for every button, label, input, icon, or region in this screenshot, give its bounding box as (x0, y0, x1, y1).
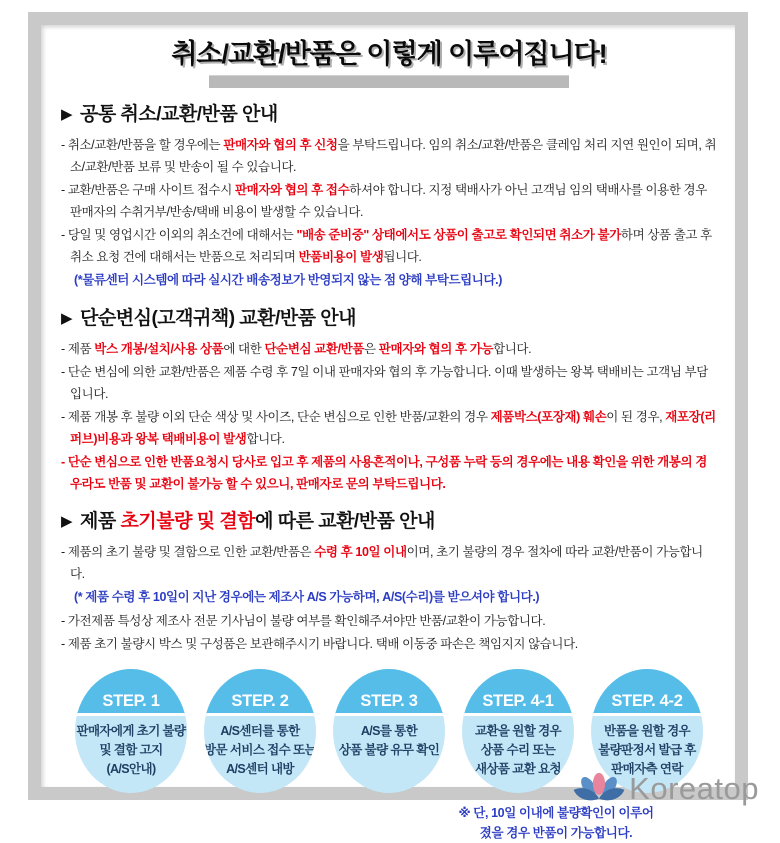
section-heading-text: 제품 초기불량 및 결함에 따른 교환/반품 안내 (80, 511, 435, 532)
step-description: A/S를 통한 상품 불량 유무 확인 (338, 723, 440, 757)
koreatop-logo (571, 771, 759, 807)
triangle-arrow-icon: ▶ (61, 106, 73, 123)
step-label: STEP. 4-1 (462, 669, 574, 716)
triangle-arrow-icon: ▶ (61, 309, 73, 327)
step-label: STEP. 3 (333, 669, 445, 716)
policy-paragraph: - 당일 및 영업시간 이외의 취소건에 대해서는 "배송 준비중" 상태에서도 상품이 출고로 확인되면 취소가 불가하며 상품 출고 후 취소 요청 건에 대해서는 반품으로 처리되며 반품비용이 발생됩니다. (61, 228, 712, 264)
lotus-flower-icon (571, 771, 627, 807)
title-underline-bar (209, 75, 569, 88)
section-change-of-mind (61, 307, 717, 496)
section-heading-text: 공통 취소/교환/반품 안내 (80, 104, 278, 125)
step-label: STEP. 1 (75, 669, 187, 716)
policy-paragraph: - 가전제품 특성상 제조사 전문 기사님이 불량 여부를 확인해주셔야만 반품/교환이 가능합니다. (61, 613, 546, 628)
logistics-note: (*물류센터 시스템에 따라 실시간 배송정보가 반영되지 않는 점 양해 부탁드립니다.) (74, 273, 502, 287)
as-note: (* 제품 수령 후 10일이 지난 경우에는 제조사 A/S 가능하며, A/S(수리)를 받으셔야 합니다.) (74, 590, 540, 604)
page-frame (28, 12, 759, 840)
defect-confirmation-footnote: ※ 단, 10일 이내에 불량확인이 이루어 졌을 경우 반품이 가능합니다. (458, 805, 654, 840)
section-heading-common (61, 103, 717, 128)
step-label: STEP. 2 (204, 669, 316, 716)
page-title: 취소/교환/반품은 이렇게 이루어집니다! (171, 39, 607, 69)
step-circle-3 (333, 669, 445, 793)
policy-paragraph: - 제품 개봉 후 불량 이외 단순 색상 및 사이즈, 단순 변심으로 인한 반품/교환의 경우 제품박스(포장재) 훼손이 된 경우, 재포장(리퍼브)비용과 왕복 택배비용이 발생합니다. (61, 410, 716, 446)
section-heading-text: 단순변심(고객귀책) 교환/반품 안내 (80, 307, 356, 329)
policy-paragraph: - 제품 초기 불량시 박스 및 구성품은 보관해주시기 바랍니다. 택배 이동중 파손은 책임지지 않습니다. (61, 637, 578, 651)
notice-content (41, 25, 759, 840)
policy-paragraph: - 제품의 초기 불량 및 결함으로 인한 교환/반품은 수령 후 10일 이내이며, 초기 불량의 경우 절차에 따라 교환/반품이 가능합니다. (61, 545, 703, 581)
section-initial-defect (61, 510, 717, 656)
section-heading-change-of-mind (61, 307, 717, 332)
policy-paragraph: - 취소/교환/반품을 할 경우에는 판매자와 협의 후 신청을 부탁드립니다. 임의 취소/교환/반품은 클레임 처리 지연 원인이 되며, 취소/교환/반품 보류 및 반송이 될 수 있습니다. (61, 138, 717, 174)
logo-text: Koreatop (629, 771, 759, 806)
step-description: A/S센터를 통한 방문 서비스 접수 또는 A/S센터 내방 (204, 723, 316, 776)
step-circle-1 (75, 669, 187, 793)
section-heading-initial-defect (61, 510, 717, 535)
step-description: 교환을 원할 경우 상품 수리 또는 새상품 교환 요청 (474, 723, 562, 776)
policy-paragraph: - 제품 박스 개봉/설치/사용 상품에 대한 단순변심 교환/반품은 판매자와 협의 후 가능합니다. (61, 341, 532, 356)
policy-paragraph: - 교환/반품은 구매 사이트 접수시 판매자와 협의 후 접수하셔야 합니다. 지정 택배사가 아닌 고객님 임의 택배사를 이용한 경우 판매자의 수취거부/반송/택배 비용이 발생할 수 있습니다. (61, 183, 707, 219)
step-description: 반품을 원할 경우 불량판정서 발급 후 판매자측 연락 (598, 723, 696, 776)
step-description: 판매자에게 초기 불량 및 결함 고지 (A/S안내) (76, 723, 186, 776)
step-label: STEP. 4-2 (591, 669, 703, 716)
policy-paragraph: - 단순 변심에 의한 교환/반품은 제품 수령 후 7일 이내 판매자와 협의 후 가능합니다. 이때 발생하는 왕복 택배비는 고객님 부담입니다. (61, 365, 708, 401)
section-common-guide (61, 103, 717, 292)
triangle-arrow-icon: ▶ (61, 513, 73, 530)
step-circle-2 (204, 669, 316, 793)
step-circle-4-1 (462, 669, 574, 793)
policy-paragraph: - 단순 변심으로 인한 반품요청시 당사로 입고 후 제품의 사용흔적이나, 구성품 누락 등의 경우에는 내용 확인을 위한 개봉의 경우라도 반품 및 교환이 불가능 할 수 있으니, 판매자로 문의 부탁드립니다. (61, 455, 707, 491)
